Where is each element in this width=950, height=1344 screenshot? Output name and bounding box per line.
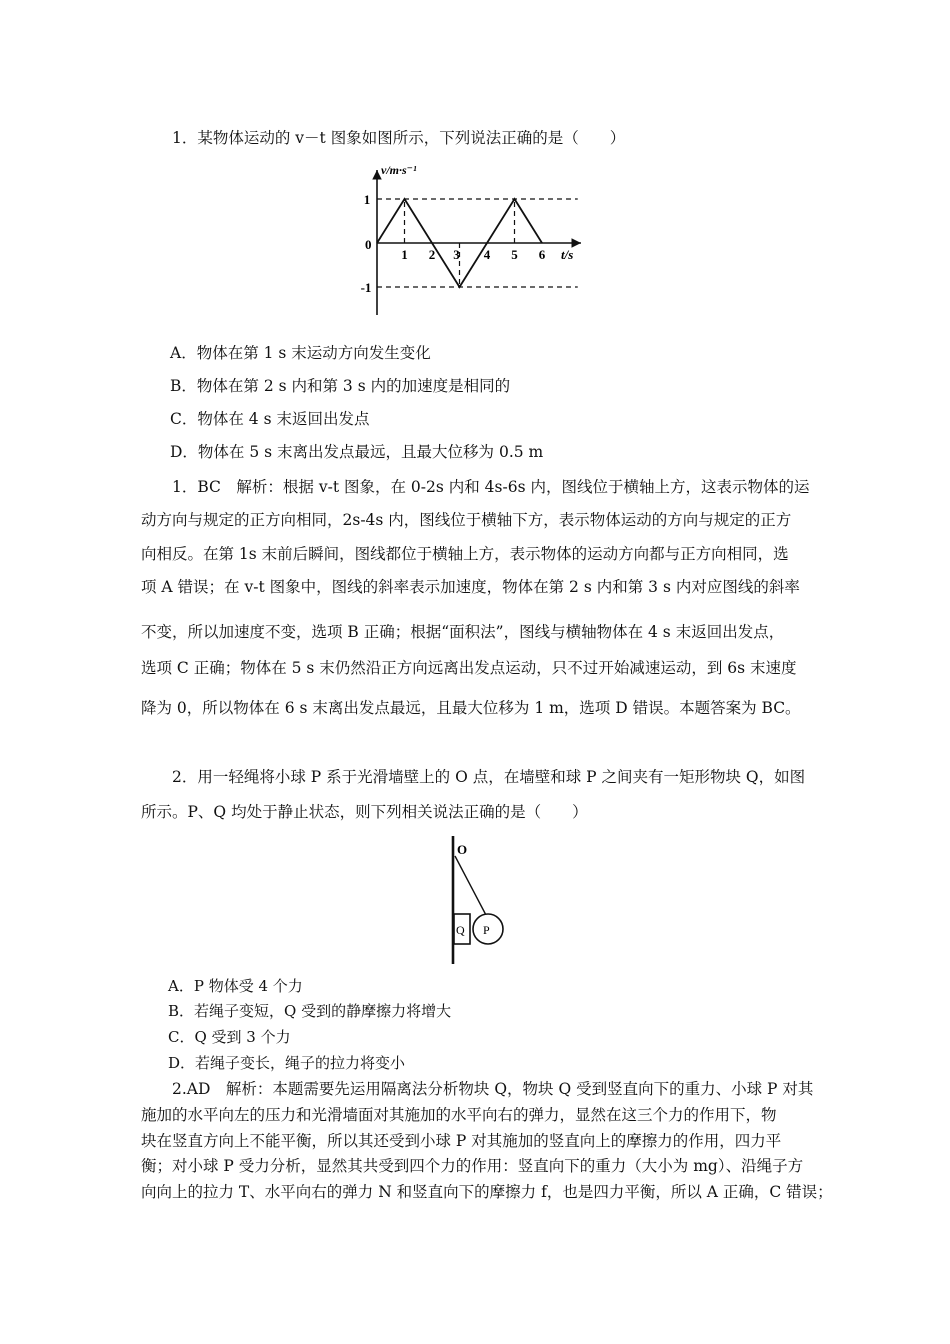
point-o-label: O	[457, 842, 468, 857]
wall-ball-figure	[440, 832, 530, 972]
q1-option-b: B．物体在第 2 s 内和第 3 s 内的加速度是相同的	[170, 377, 511, 395]
q2-analysis-line: 衡；对小球 P 受力分析，显然其共受到四个力的作用：竖直向下的重力（大小为 mg）、沿绳子方	[141, 1157, 804, 1175]
q1-option-c: C．物体在 4 s 末返回出发点	[170, 410, 370, 428]
q2-analysis-line: 向向上的拉力 T、水平向右的弹力 N 和竖直向下的摩擦力 f，也是四力平衡，所以 A 正确，C 错误；	[141, 1183, 833, 1201]
x-tick-label: 1	[401, 247, 408, 262]
q1-analysis-line: 项 A 错误；在 v-t 图象中，图线的斜率表示加速度，物体在第 2 s 内和第 3 s 内对应图线的斜率	[141, 578, 800, 596]
q2-analysis-line: 2.AD 解析：本题需要先运用隔离法分析物块 Q，物块 Q 受到竖直向下的重力、小球 P 对其	[172, 1080, 814, 1098]
q1-analysis-line: 向相反。在第 1s 末前后瞬间，图线都位于横轴上方，表示物体的运动方向都与正方向相同，选	[141, 545, 789, 563]
x-axis-label: t/s	[561, 247, 574, 262]
q2-analysis-line: 块在竖直方向上不能平衡，所以其还受到小球 P 对其施加的竖直向上的摩擦力的作用，四力平	[141, 1132, 782, 1150]
q2-option-d: D．若绳子变长，绳子的拉力将变小	[168, 1054, 406, 1072]
ball-p-label: P	[483, 923, 490, 937]
origin-label: 0	[365, 237, 372, 252]
q1-analysis-line: 1．BC 解析：根据 v-t 图象，在 0-2s 内和 4s-6s 内，图线位于横轴上方，这表示物体的运	[172, 478, 810, 496]
q1-option-d: D．物体在 5 s 末离出发点最远，且最大位移为 0.5 m	[170, 443, 544, 461]
x-tick-label: 2	[428, 247, 436, 262]
q1-analysis-line: 选项 C 正确；物体在 5 s 末仍然沿正方向远离出发点运动，只不过开始减速运动，到 6s 末速度	[141, 659, 797, 677]
x-tick-label: 4	[483, 247, 491, 262]
rope	[455, 856, 487, 917]
x-tick-label: 5	[511, 247, 518, 262]
block-q-label: Q	[456, 923, 465, 937]
q1-analysis-line: 不变，所以加速度不变，选项 B 正确；根据“面积法”，图线与横轴物体在 4 s 末返回出发点，	[141, 623, 785, 641]
q2-option-b: B．若绳子变短，Q 受到的静摩擦力将增大	[168, 1002, 452, 1020]
vt-chart	[345, 160, 585, 320]
q1-option-a: A．物体在第 1 s 末运动方向发生变化	[170, 344, 431, 362]
q2-option-c: C．Q 受到 3 个力	[168, 1028, 291, 1046]
q2-analysis-line: 施加的水平向左的压力和光滑墙面对其施加的水平向右的弹力，显然在这三个力的作用下，物	[141, 1106, 777, 1124]
q2-stem-line: 2．用一轻绳将小球 P 系于光滑墙壁上的 O 点，在墙壁和球 P 之间夹有一矩形物块 Q，如图	[172, 768, 806, 786]
y-axis-label: v/m·s⁻¹	[381, 163, 417, 177]
q1-stem: 1．某物体运动的 v－t 图象如图所示，下列说法正确的是（ ）	[172, 129, 626, 147]
q2-stem-line: 所示。P、Q 均处于静止状态，则下列相关说法正确的是（ ）	[141, 803, 588, 821]
q1-analysis-line: 动方向与规定的正方向相同，2s-4s 内，图线位于横轴下方，表示物体运动的方向与规定的正方	[141, 511, 792, 529]
y-tick-label: -1	[360, 280, 372, 295]
x-tick-label: 6	[538, 247, 546, 262]
q1-analysis-line: 降为 0，所以物体在 6 s 末离出发点最远，且最大位移为 1 m，选项 D 错误。本题答案为 BC。	[141, 699, 801, 717]
x-tick-label: 3	[453, 247, 460, 262]
y-tick-label: 1	[363, 192, 371, 207]
q2-option-a: A．P 物体受 4 个力	[168, 977, 303, 995]
